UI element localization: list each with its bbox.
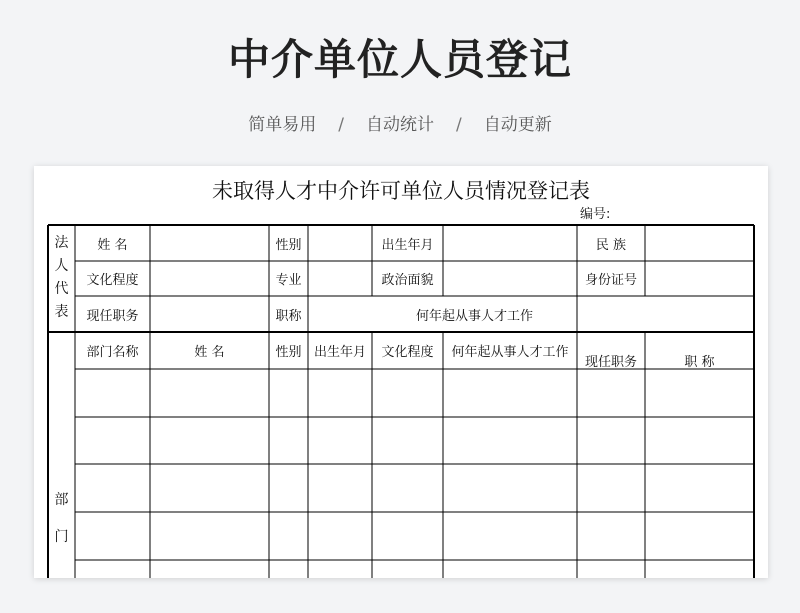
tag-separator: / bbox=[338, 115, 344, 135]
staff-data-cell[interactable] bbox=[646, 465, 753, 511]
department-group-label bbox=[48, 482, 75, 556]
header-gender: 性别 bbox=[275, 345, 302, 360]
header-education: 文化程度 bbox=[381, 345, 434, 360]
page-banner-title: 中介单位人员登记 bbox=[227, 35, 572, 84]
staff-data-cell[interactable] bbox=[151, 465, 268, 511]
staff-data-cell[interactable] bbox=[151, 370, 268, 416]
header-department: 部门名称 bbox=[86, 345, 139, 360]
staff-data-cell[interactable] bbox=[373, 513, 442, 559]
staff-data-cell[interactable] bbox=[270, 561, 307, 577]
staff-data-cell[interactable] bbox=[373, 561, 442, 577]
tag-auto-stats: 自动统计 bbox=[366, 115, 434, 135]
header-title: 职 称 bbox=[684, 355, 715, 370]
staff-data-cell[interactable] bbox=[646, 370, 753, 416]
label-ethnicity: 民 族 bbox=[595, 237, 627, 253]
staff-data-cell[interactable] bbox=[444, 465, 576, 511]
header-since-year: 何年起从事人才工作 bbox=[451, 345, 569, 360]
header-name: 姓 名 bbox=[194, 345, 225, 360]
label-political: 政治面貌 bbox=[381, 273, 434, 288]
staff-data-cell[interactable] bbox=[444, 418, 576, 463]
tag-separator: / bbox=[456, 115, 462, 135]
group-label-char: 人 bbox=[54, 258, 69, 274]
staff-data-cell[interactable] bbox=[270, 370, 307, 416]
staff-data-cell[interactable] bbox=[270, 418, 307, 463]
label-education: 文化程度 bbox=[86, 273, 139, 288]
staff-data-cell[interactable] bbox=[270, 513, 307, 559]
header-birth: 出生年月 bbox=[313, 345, 366, 360]
staff-data-cell[interactable] bbox=[578, 418, 644, 463]
label-major: 专业 bbox=[275, 273, 302, 288]
tag-easy: 简单易用 bbox=[248, 115, 317, 135]
staff-data-cell[interactable] bbox=[444, 370, 576, 416]
staff-data-cell[interactable] bbox=[76, 465, 149, 511]
staff-data-cell[interactable] bbox=[578, 561, 644, 577]
header-position: 现任职务 bbox=[584, 355, 637, 370]
label-title: 职称 bbox=[275, 308, 302, 324]
form-sheet bbox=[34, 166, 768, 578]
staff-data-cell[interactable] bbox=[646, 513, 753, 559]
staff-data-cell[interactable] bbox=[309, 465, 371, 511]
group-label-char: 代 bbox=[54, 281, 69, 297]
staff-data-cell[interactable] bbox=[309, 561, 371, 577]
staff-data-cell[interactable] bbox=[373, 418, 442, 463]
staff-data-cell[interactable] bbox=[151, 418, 268, 463]
staff-data-cell[interactable] bbox=[309, 370, 371, 416]
legal-rep-group-label bbox=[48, 232, 75, 324]
staff-data-cell[interactable] bbox=[76, 418, 149, 463]
staff-data-cell[interactable] bbox=[373, 370, 442, 416]
staff-data-cell[interactable] bbox=[270, 465, 307, 511]
label-id-number: 身份证号 bbox=[584, 273, 637, 288]
serial-number-label: 编号: bbox=[580, 207, 611, 222]
tag-auto-update: 自动更新 bbox=[483, 115, 552, 135]
staff-data-cell[interactable] bbox=[444, 561, 576, 577]
label-name: 姓 名 bbox=[97, 237, 128, 253]
group-label-char: 门 bbox=[54, 529, 69, 545]
page-banner-subtitle bbox=[0, 112, 800, 138]
staff-data-cell[interactable] bbox=[373, 465, 442, 511]
staff-data-cell[interactable] bbox=[444, 513, 576, 559]
staff-data-cell[interactable] bbox=[76, 370, 149, 416]
staff-data-cell[interactable] bbox=[309, 513, 371, 559]
label-since-year: 何年起从事人才工作 bbox=[415, 308, 533, 324]
group-label-char: 表 bbox=[54, 304, 69, 320]
staff-data-cell[interactable] bbox=[578, 465, 644, 511]
label-gender: 性别 bbox=[275, 237, 302, 253]
staff-data-cell[interactable] bbox=[578, 370, 644, 416]
staff-data-cell[interactable] bbox=[646, 561, 753, 577]
staff-data-cell[interactable] bbox=[76, 513, 149, 559]
staff-data-cell[interactable] bbox=[151, 513, 268, 559]
staff-data-cell[interactable] bbox=[309, 418, 371, 463]
staff-data-cell[interactable] bbox=[151, 561, 268, 577]
staff-data-cell[interactable] bbox=[76, 561, 149, 577]
group-label-char: 部 bbox=[54, 492, 69, 508]
label-position: 现任职务 bbox=[86, 308, 139, 324]
staff-data-cell[interactable] bbox=[646, 418, 753, 463]
label-birth: 出生年月 bbox=[381, 237, 434, 253]
form-title: 未取得人才中介许可单位人员情况登记表 bbox=[212, 179, 590, 203]
group-label-char: 法 bbox=[54, 235, 69, 251]
staff-data-cell[interactable] bbox=[578, 513, 644, 559]
